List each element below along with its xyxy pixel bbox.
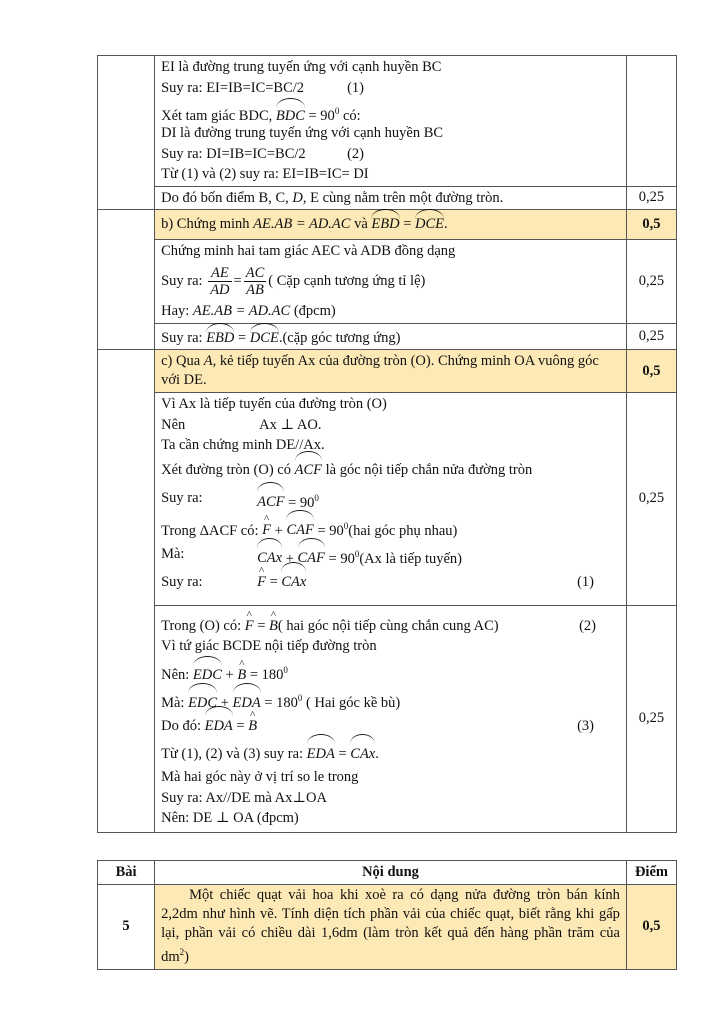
problem-number: 5 bbox=[98, 885, 155, 970]
line: Trong (O) có: ^ F = ^ B( hai góc nội tiếp cùng chắn cung AC) (2) bbox=[161, 614, 620, 636]
line: Xét tam giác BDC, BDC = $90^0$ có: bbox=[161, 98, 620, 123]
empty-cell bbox=[98, 350, 155, 833]
header-noi-dung: Nội dung bbox=[155, 861, 627, 885]
part-a-final-row bbox=[98, 186, 677, 210]
line: Xét đường tròn (O) có ACF là góc nội tiếp chắn nửa đường tròn bbox=[161, 456, 620, 483]
header-row bbox=[98, 861, 677, 885]
part-a-row bbox=[98, 56, 677, 187]
line: Hay: AE.AB = AD.AC (đpcm) bbox=[161, 303, 336, 319]
part-c-body2 bbox=[155, 605, 627, 832]
solution-table bbox=[97, 55, 677, 833]
line: Mà: CAx + CAF = $90^0(Ax$ là tiếp tuyến) bbox=[161, 539, 620, 567]
line: Ta cần chứng minh DE//Ax. bbox=[161, 437, 325, 453]
score: 0,25 bbox=[626, 605, 676, 832]
score: 0,25 bbox=[626, 239, 676, 323]
score: 0,25 bbox=[626, 323, 676, 350]
line: Suy ra: DI=IB=IC=BC/2 (2) bbox=[161, 145, 365, 162]
header-bai: Bài bbox=[98, 861, 155, 885]
line: Trong ΔACF có: ^ F + CAF = $90^0(hai$ góc phụ nhau) bbox=[161, 511, 620, 539]
line: Suy ra: EI=IB=IC=BC/2 (1) bbox=[161, 79, 365, 96]
line: Nên: EDC + ^ $B = 180^0$ bbox=[161, 656, 620, 683]
line: Từ (1), (2) và (3) suy ra: EDA = CAx. bbox=[161, 739, 620, 767]
part-b-final: Suy ra: EBD = DCE.(cặp góc tương ứng) bbox=[155, 323, 627, 350]
fraction: $\frac{AC}{AB}$ bbox=[245, 265, 265, 299]
line: Chứng minh hai tam giác AEC và ADB đồng dạng bbox=[161, 242, 456, 259]
part-b-final-row bbox=[98, 323, 677, 350]
part-b-body bbox=[155, 239, 627, 323]
line: Mà hai góc này ở vị trí so le trong bbox=[161, 769, 359, 785]
score: 0,5 bbox=[626, 350, 676, 393]
part-b-header: b) Chứng minh AE.AB = AD.AC và EBD = DCE. bbox=[155, 210, 627, 240]
score: 0,5 bbox=[626, 210, 676, 240]
header-diem: Điểm bbox=[626, 861, 676, 885]
line: Suy ra: ^ F = CAx (1) bbox=[161, 567, 620, 595]
empty-cell bbox=[98, 56, 155, 210]
problem-row bbox=[98, 885, 677, 970]
line: Nên Ax ⊥ AO. bbox=[161, 416, 322, 433]
part-c-header: c) Qua A, kẻ tiếp tuyến Ax của đường tròn (O). Chứng minh OA vuông góc với DE. bbox=[155, 350, 627, 393]
problem-text: Một chiếc quạt vải hoa khi xoè ra có dạng nửa đường tròn bán kính 2,2dm như hình vẽ. Tính diện tích phần vải của chiếc quạt, biết rằng khi gấp lại, phần vải có chiều dài 1,6dm (làm tròn kết quả đến hàng phần trăm của $dm^2$) bbox=[155, 885, 627, 970]
line: Do đó: EDA = ^ B (3) bbox=[161, 711, 620, 739]
fraction: $\frac{AE}{AD}$ bbox=[210, 265, 230, 299]
part-a-content bbox=[155, 56, 627, 187]
empty-cell bbox=[98, 210, 155, 350]
part-b-body-row bbox=[98, 239, 677, 323]
score: 0,25 bbox=[626, 186, 676, 210]
problem-table bbox=[97, 860, 677, 970]
line: Vì Ax là tiếp tuyến của đường tròn (O) bbox=[161, 396, 387, 412]
line: Mà: EDC + EDA = $180^0$ ( Hai góc kề bù) bbox=[161, 683, 620, 711]
line: Nên: DE ⊥ OA (đpcm) bbox=[161, 810, 299, 826]
part-c-body1-row bbox=[98, 393, 677, 606]
line: Từ (1) và (2) suy ra: EI=IB=IC= DI bbox=[161, 166, 369, 182]
part-c-header-row bbox=[98, 350, 677, 393]
line: Vì tứ giác BCDE nội tiếp đường tròn bbox=[161, 637, 377, 654]
part-c-body2-row bbox=[98, 605, 677, 832]
part-b-header-row bbox=[98, 210, 677, 240]
angle: BDC bbox=[276, 103, 305, 130]
score-empty bbox=[626, 56, 676, 187]
line: Suy ra: Ax//DE mà Ax⊥OA bbox=[161, 789, 327, 806]
score: 0,5 bbox=[626, 885, 676, 970]
line: DI là đường trung tuyến ứng với cạnh huyền BC bbox=[161, 125, 444, 141]
line: Suy ra: $\frac{AE}{AD}$ = $\frac{AC}{AB}$ ( Cặp cạnh tương ứng tỉ lệ) bbox=[161, 265, 426, 299]
score: 0,25 bbox=[626, 393, 676, 606]
part-c-body1 bbox=[155, 393, 627, 606]
line: Suy ra: ACF = $90^0$ bbox=[161, 483, 620, 511]
line: EI là đường trung tuyến ứng với cạnh huyền BC bbox=[161, 59, 442, 75]
part-a-final: Do đó bốn điểm B, C, D, E cùng nằm trên một đường tròn. bbox=[155, 186, 627, 210]
